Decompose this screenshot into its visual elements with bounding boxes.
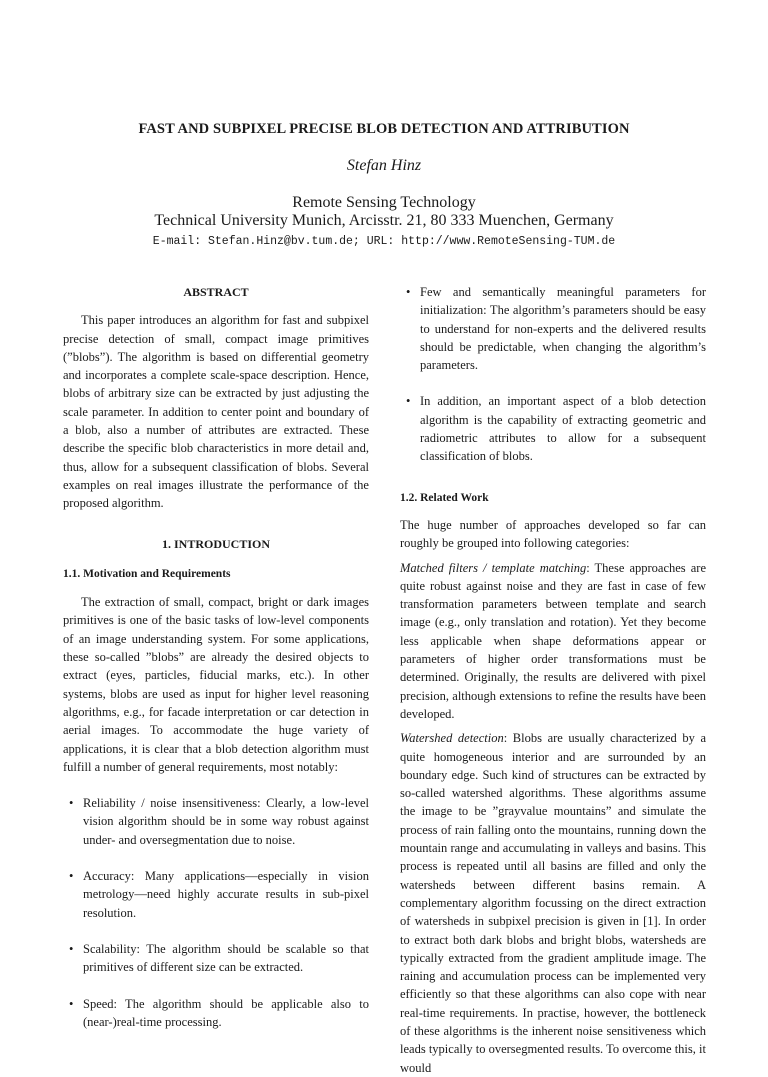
requirements-list-continued	[400, 283, 706, 466]
matched-filters-label: Matched filters / template matching	[400, 560, 587, 575]
right-column	[400, 283, 706, 1077]
abstract-heading: ABSTRACT	[183, 285, 249, 299]
author-name: Stefan Hinz	[346, 157, 422, 174]
requirements-list	[63, 794, 369, 1031]
list-item: • Few and semantically meaningful parameters for initialization: The algorithm’s parameters should be easy to understand for non-experts and the delivered results should be predictable, when changing the algorithm’s parameters.	[400, 283, 706, 374]
list-item: • In addition, an important aspect of a blob detection algorithm is the capability of extracting geometric and radiometric attributes to allow for a subsequent classification of blobs.	[400, 392, 706, 465]
watershed-paragraph	[400, 729, 706, 1077]
left-column	[63, 283, 369, 1031]
affiliation-address: Technical University Munich, Arcisstr. 21, 80 333 Muenchen, Germany	[154, 212, 614, 229]
list-item: • Speed: The algorithm should be applicable also to (near-)real-time processing.	[63, 995, 369, 1032]
contact-line: E-mail: Stefan.Hinz@bv.tum.de; URL: http://www.RemoteSensing-TUM.de	[152, 235, 616, 248]
introduction-heading: 1. INTRODUCTION	[161, 536, 270, 551]
motivation-text: The extraction of small, compact, bright or dark images primitives is one of the basic tasks of low-level components of an image understanding system. For some applications, these so-called ”blobs” are already the desired objects to extract (eyes, particles, fiducial marks, etc.). In other systems, blobs are used as input for higher level reasoning algorithms, e.g., for facade interpretation or car detection in aerial images. To accommodate the huge variety of applications, it is clear that a blob detection algorithm must fulfill a number of general requirements, most notably:	[63, 595, 369, 774]
related-work-intro: The huge number of approaches developed so far can roughly be grouped into following categories:	[400, 517, 706, 551]
matched-filters-paragraph	[400, 559, 706, 724]
related-work-heading: 1.2. Related Work	[400, 491, 489, 504]
paper-title: FAST AND SUBPIXEL PRECISE BLOB DETECTION AND ATTRIBUTION	[138, 121, 630, 137]
list-item: • Reliability / noise insensitiveness: Clearly, a low-level vision algorithm should be in some way robust against under- and oversegmentation due to noise.	[63, 794, 369, 849]
list-item: • Scalability: The algorithm should be scalable so that primitives of different size can be extracted.	[63, 940, 369, 977]
motivation-heading: 1.1. Motivation and Requirements	[63, 567, 231, 580]
list-item: • Accuracy: Many applications—especially in vision metrology—need highly accurate results in sub-pixel resolution.	[63, 867, 369, 922]
affiliation-department: Remote Sensing Technology	[292, 194, 476, 211]
watershed-label: Watershed detection	[400, 731, 504, 746]
matched-filters-text: : These approaches are quite robust against noise and they are fast in case of few transformation parameters between template and search image (e.g., only translation and rotation). Yet they become less applicable when shape deformations appear or parameters of higher order transformations must be determined. Originally, the results are delivered with pixel precision, although extensions to refine the results have been developed.	[400, 560, 706, 721]
abstract-text: This paper introduces an algorithm for fast and subpixel precise detection of small, compact image primitives (”blobs”). The algorithm is based on differential geometry and incorporates a complete scale-space description. Hence, blobs of arbitrary size can be extracted by just adjusting the scale parameter. In addition to center point and boundary of a blob, also a number of attributes are extracted. These describe the specific blob characteristics in more detail and, thus, allow for a subsequent classification of blobs. Several examples on real images illustrate the performance of the proposed algorithm.	[63, 313, 369, 511]
watershed-text: : Blobs are usually characterized by a quite homogeneous interior and are surrounded by an boundary edge. Such kind of structures can be extracted by so-called watershed algorithms. These algorithms assume the image to be ”grayvalue mountains” and simulate the process of rain falling onto the mountains, running down the mountain range and accumulating in valleys and basins. This process is repeated until all basins are filled and only the watersheds between different basins remain. A complementary algorithm focussing on the direct extraction of watersheds in subpixel precision is given in [1]. In order to extract both dark blobs and bright blobs, watersheds are typically extracted from the gradient amplitude image. The raining and accumulation process can be implemented very efficiently so that these algorithms can also cope with near real-time requirements. In practise, however, the bottleneck of these algorithms is the inherent noise sensitiveness which leads typically to oversegmented results. To overcome this, it would	[400, 731, 706, 1075]
